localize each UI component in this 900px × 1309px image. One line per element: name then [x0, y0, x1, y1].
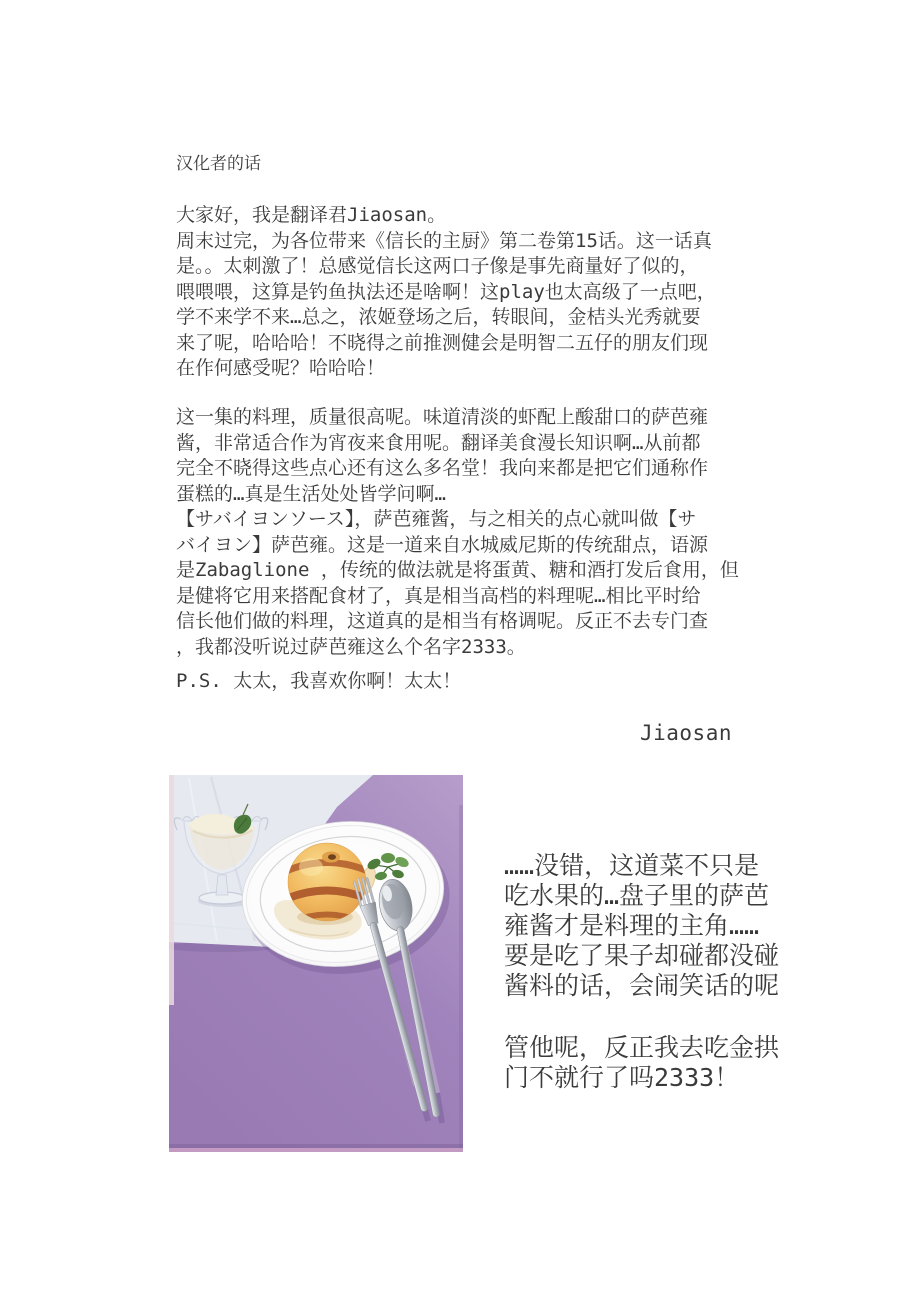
- text-line: 是Zabaglione ，传统的做法就是将蛋黄、糖和酒打发后食用，但: [176, 559, 739, 581]
- text-line: 门不就行了吗2333！: [504, 1063, 740, 1092]
- text-line: 是。。太刺激了！总感觉信长这两口子像是事先商量好了似的，: [176, 255, 699, 277]
- note-paragraph-2: [176, 405, 748, 660]
- text-line: ……没错，这道菜不只是: [504, 851, 760, 880]
- text-line: 是健将它用来搭配食材了，真是相当高档的料理呢…相比平时给: [176, 584, 701, 607]
- dessert-photo-illustration: [169, 775, 463, 1152]
- text-line: バイヨン】萨芭雍。这是一道来自水城威尼斯的传统甜点，语源: [176, 533, 709, 556]
- note-postscript: P.S. 太太，我喜欢你啊！太太！: [176, 670, 462, 692]
- text-line: 蛋糕的…真是生活处处皆学问啊…: [176, 482, 446, 505]
- text-line: 喂喂喂，这算是钓鱼执法还是啥啊！这play也太高级了一点吧，: [176, 280, 716, 303]
- text-line: 雍酱才是料理的主角……: [504, 911, 760, 940]
- text-line: 【サバイヨンソース】，萨芭雍酱，与之相关的点心就叫做【サ: [176, 508, 697, 530]
- text-line: 信长他们做的料理，这道真的是相当有格调呢。反正不去专门查: [176, 610, 709, 632]
- text-line: 酱料的话，会闹笑话的呢: [504, 971, 780, 1000]
- text-line: 要是吃了果子却碰都没碰: [504, 941, 780, 970]
- text-line: 学不来学不来…总之，浓姬登场之后，转眼间，金桔头光秀就要: [176, 306, 701, 328]
- note-paragraph-1: [176, 203, 748, 382]
- note-signature: Jiaosan: [639, 721, 732, 745]
- caption-paragraph-2: [504, 1033, 814, 1093]
- text-line: 来了呢，哈哈哈！不晓得之前推测健会是明智二五仔的朋友们现: [176, 331, 709, 354]
- note-heading: 汉化者的话: [176, 154, 261, 174]
- text-line: 完全不晓得这些点心还有这么多名堂！我向来都是把它们通称作: [176, 457, 709, 479]
- text-line: 周末过完，为各位带来《信长的主厨》第二卷第15话。这一话真: [176, 229, 712, 252]
- text-line: 在作何感受呢？哈哈哈！: [176, 357, 386, 379]
- text-line: 这一集的料理，质量很高呢。味道清淡的虾配上酸甜口的萨芭雍: [176, 406, 709, 428]
- text-line: 吃水果的…盘子里的萨芭: [504, 881, 770, 910]
- text-line: 酱，非常适合作为宵夜来食用呢。翻译美食漫长知识啊…从前都: [176, 431, 701, 454]
- text-line: 管他呢，反正我去吃金拱: [504, 1033, 780, 1062]
- dessert-photo: [169, 775, 463, 1152]
- text-line: ，我都没听说过萨芭雍这么个名字2333。: [176, 635, 526, 658]
- caption-paragraph-1: [504, 851, 814, 1001]
- text-line: 大家好，我是翻译君Jiaosan。: [176, 204, 447, 226]
